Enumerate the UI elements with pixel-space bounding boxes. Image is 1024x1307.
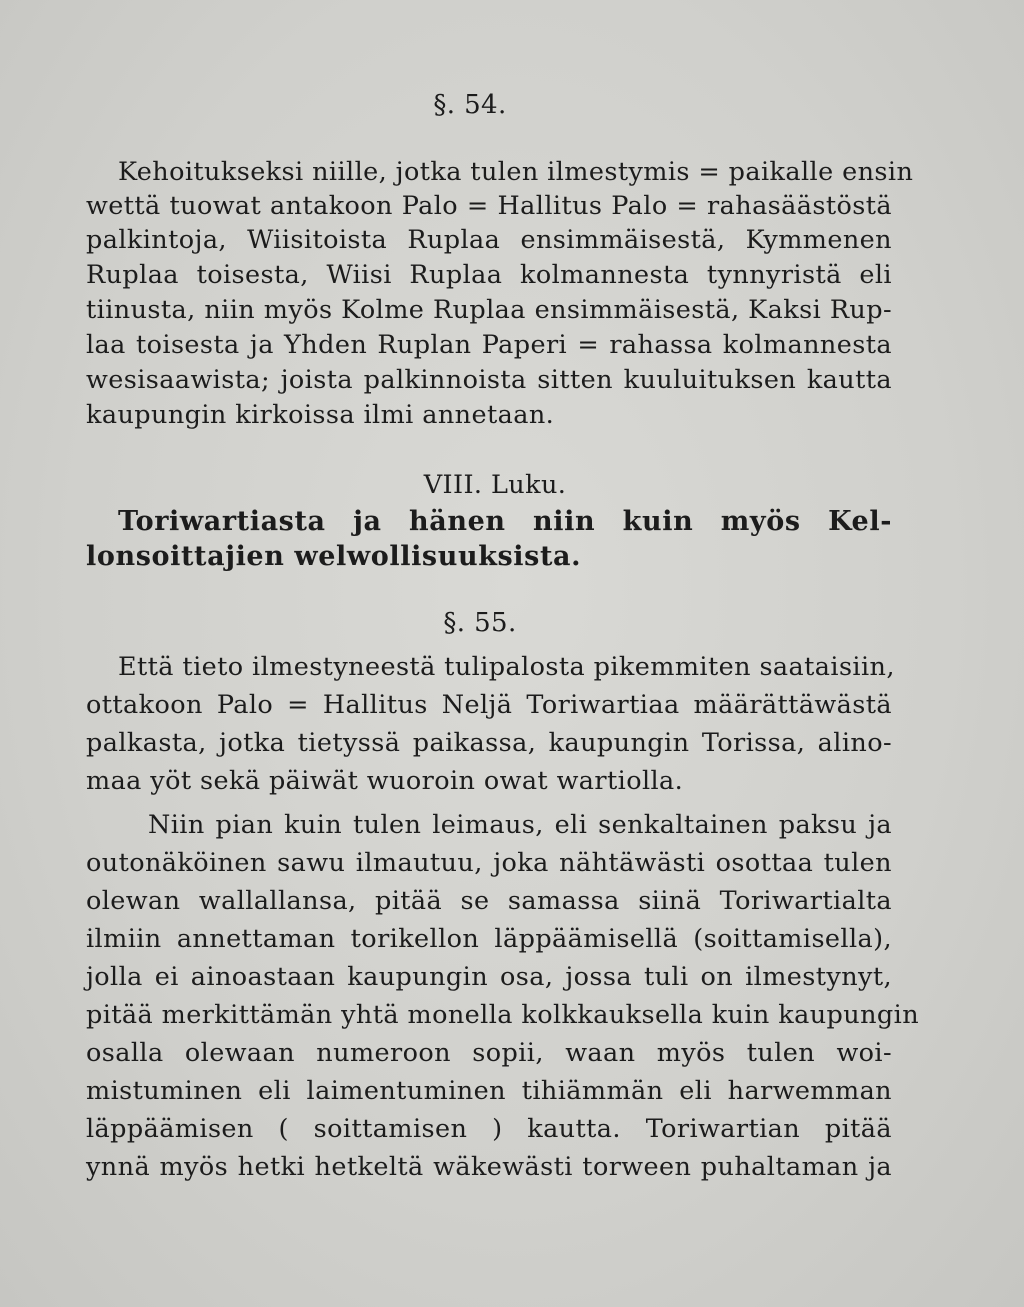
section-55-para2-line-3: olewan wallallansa, pitää se samassa siinä Toriwartialta: [86, 886, 892, 916]
section-54-line-3: palkintoja, Wiisitoista Ruplaa ensimmäisestä, Kymmenen: [86, 225, 892, 255]
section-55-para1-line-4: maa yöt sekä päiwät wuoroin owat wartiolla.: [86, 766, 684, 796]
section-54-heading: §. 54.: [433, 90, 507, 120]
section-54-line-2: wettä tuowat antakoon Palo = Hallitus Palo = rahasäästöstä: [86, 191, 892, 221]
section-54-line-6: laa toisesta ja Yhden Ruplan Paperi = rahassa kolmannesta: [86, 330, 892, 360]
section-55-para2-line-6: pitää merkittämän yhtä monella kolkkauksella kuin kaupungin: [86, 1000, 920, 1030]
chapter-title-line-1: Toriwartiasta ja hänen niin kuin myös Kel-: [118, 506, 892, 537]
section-55-para2-line-9: läppäämisen ( soittamisen ) kautta. Toriwartian pitää: [86, 1114, 892, 1144]
section-55-para2-line-4: ilmiin annettaman torikellon läppäämisellä (soittamisella),: [86, 924, 892, 954]
section-55-para2-line-8: mistuminen eli laimentuminen tihiämmän eli harwemman: [86, 1076, 892, 1106]
section-55-para2-line-10: ynnä myös hetki hetkeltä wäkewästi torween puhaltaman ja: [86, 1152, 892, 1182]
section-54-line-5: tiinusta, niin myös Kolme Ruplaa ensimmäisestä, Kaksi Rup-: [86, 295, 892, 325]
section-54-line-7: wesisaawista; joista palkinnoista sitten kuuluituksen kautta: [86, 365, 892, 395]
section-55-heading: §. 55.: [443, 608, 517, 638]
section-55-para1-line-2: ottakoon Palo = Hallitus Neljä Toriwartiaa määrättäwästä: [86, 690, 892, 720]
section-54-line-4: Ruplaa toisesta, Wiisi Ruplaa kolmannesta tynnyristä eli: [86, 260, 892, 290]
section-55-para2-line-7: osalla olewaan numeroon sopii, waan myös tulen woi-: [86, 1038, 892, 1068]
chapter-title-line-2: lonsoittajien welwollisuuksista.: [86, 541, 582, 572]
section-54-line-1: Kehoitukseksi niille, jotka tulen ilmestymis = paikalle ensin: [118, 157, 914, 187]
chapter-label: VIII. Luku.: [423, 470, 567, 500]
section-55-para2-line-1: Niin pian kuin tulen leimaus, eli senkaltainen paksu ja: [148, 810, 892, 840]
section-55-para1-line-1: Että tieto ilmestyneestä tulipalosta pikemmiten saataisiin,: [118, 652, 895, 682]
section-55-para2-line-5: jolla ei ainoastaan kaupungin osa, jossa tuli on ilmestynyt,: [86, 962, 892, 992]
section-54-line-8: kaupungin kirkoissa ilmi annetaan.: [86, 400, 555, 430]
section-55-para2-line-2: outonäköinen sawu ilmautuu, joka nähtäwästi osottaa tulen: [86, 848, 892, 878]
section-55-para1-line-3: palkasta, jotka tietyssä paikassa, kaupungin Torissa, alino-: [86, 728, 892, 758]
